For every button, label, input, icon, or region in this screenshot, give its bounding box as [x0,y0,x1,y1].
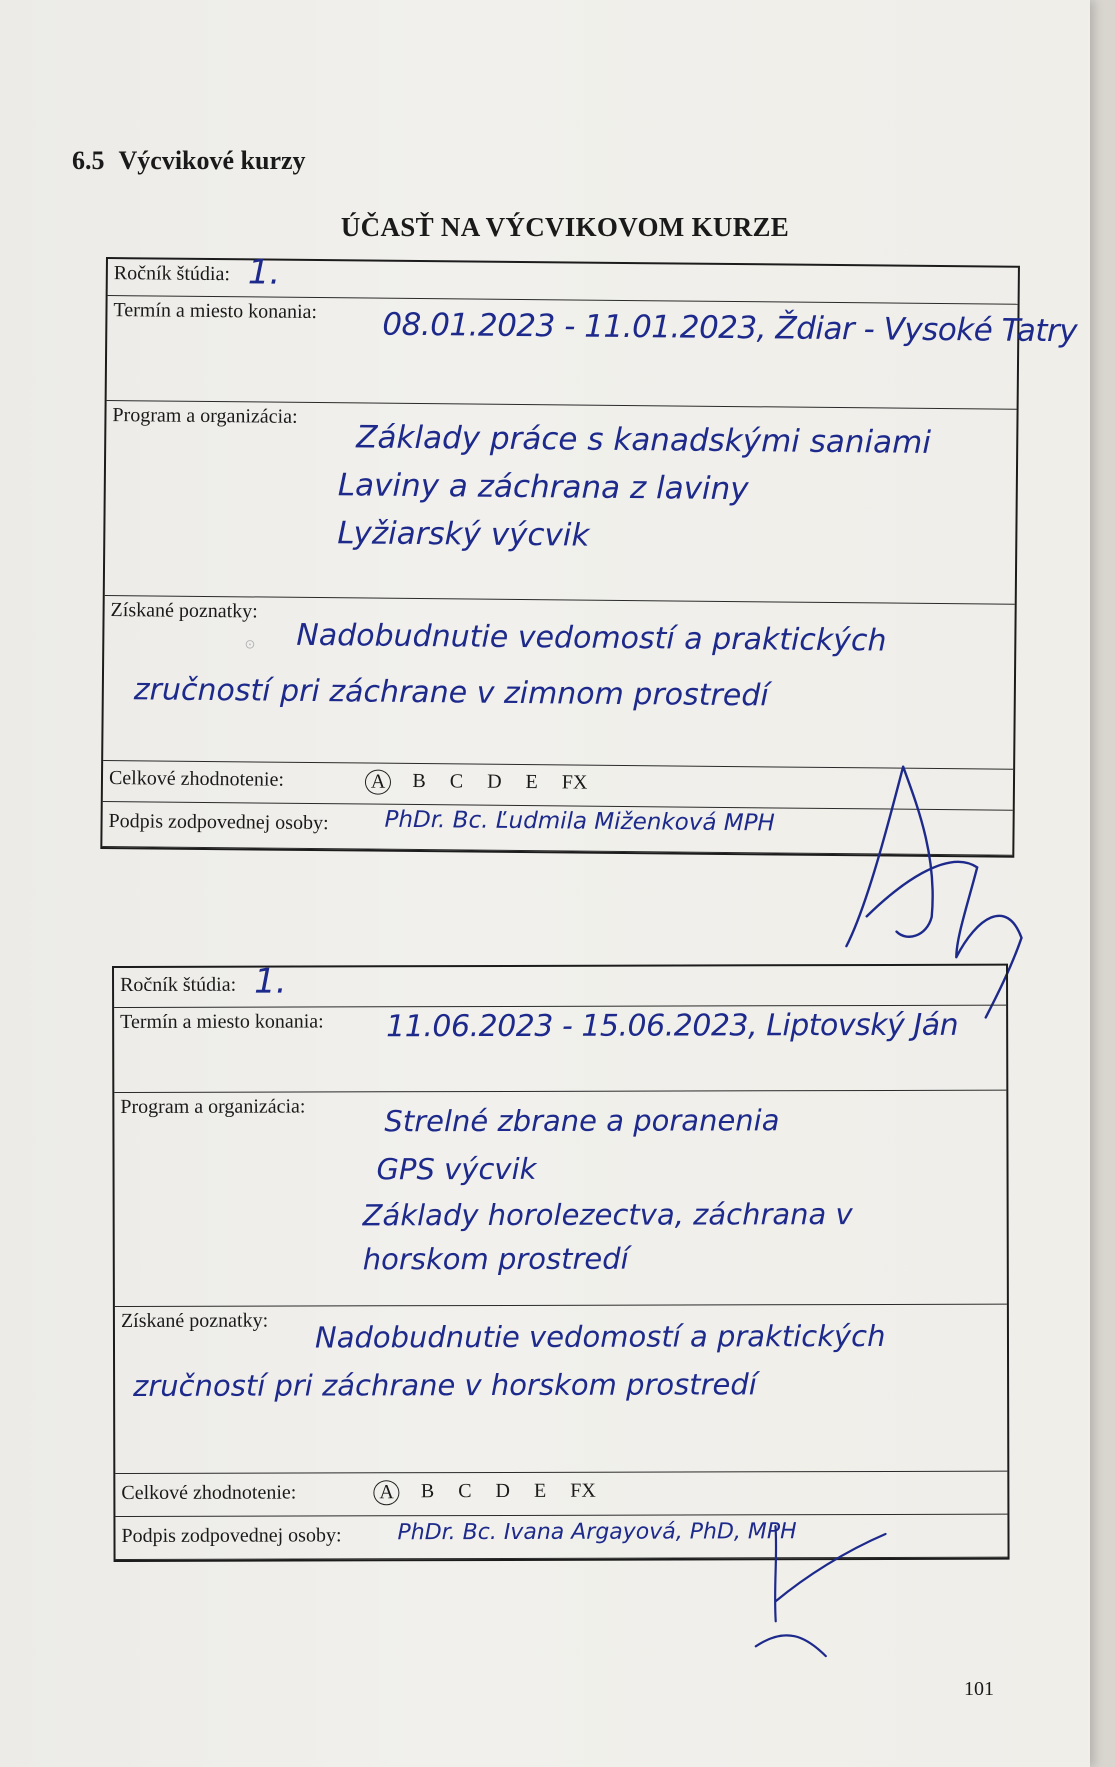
date-place-value: 08.01.2023 - 11.01.2023, Ždiar - Vysoké Tatry [382,306,1078,350]
signature-label: Podpis zodpovednej osoby: [108,810,329,835]
knowledge-line-1: Nadobudnutie vedomostí a praktických [314,1318,886,1355]
signature-scribble-2 [715,1506,895,1666]
program-row [114,1091,1007,1307]
date-place-label: Termín a miesto konania: [120,1010,324,1033]
grade-e: E [533,1479,547,1502]
evaluation-label: Celkové zhodnotenie: [121,1481,297,1504]
course-form-1 [100,252,1078,858]
date-place-row [107,296,1078,410]
course-form-2 [112,961,1010,1562]
grade-options [365,770,591,797]
date-place-row [114,1006,1006,1093]
program-line-4: horskom prostredí [362,1241,629,1277]
knowledge-line-1: Nadobudnutie vedomostí a praktických [296,617,887,659]
signature-label: Podpis zodpovednej osoby: [121,1524,342,1547]
grade-c: C [458,1480,472,1503]
knowledge-row [115,1305,1007,1474]
date-place-label: Termín a miesto konania: [113,299,318,324]
grade-d: D [495,1479,510,1502]
grade-e: E [525,771,538,794]
grade-fx: FX [561,771,588,794]
grade-a-selected: A [373,1480,400,1505]
form-title: ÚČASŤ NA VÝCVIKOVOM KURZE [340,212,790,242]
knowledge-line-2: zručností pri záchrane v zimnom prostredí [133,672,769,714]
grade-a-selected: A [365,770,392,795]
grade-b: B [412,769,426,793]
grade-c: C [449,770,464,793]
program-row [105,401,1017,605]
program-line-3: Lyžiarský výcvik [337,515,590,554]
section-title: Výcvikové kurzy [118,146,306,175]
knowledge-label: Získané poznatky: [110,599,258,623]
page-number: 101 [964,1678,994,1700]
year-label: Ročník štúdia: [113,262,231,286]
program-label: Program a organizácia: [120,1095,306,1118]
grade-fx: FX [570,1479,596,1502]
knowledge-label: Získané poznatky: [120,1309,269,1332]
program-line-1: Strelné zbrane a poranenia [384,1103,780,1139]
evaluation-label: Celkové zhodnotenie: [108,767,285,791]
program-line-3: Základy horolezectva, záchrana v [362,1197,853,1233]
knowledge-line-2: zručností pri záchrane v horskom prostredí [133,1367,757,1403]
program-line-1: Základy práce s kanadskými saniami [356,419,932,461]
stamp-watermark: ⊙ [242,636,258,654]
program-label: Program a organizácia: [112,404,298,428]
grade-options [373,1480,598,1506]
program-line-2: Laviny a záchrana z laviny [337,467,749,508]
knowledge-row [103,596,1015,770]
date-place-value: 11.06.2023 - 15.06.2023, Liptovský Ján [386,1007,959,1045]
year-row [114,961,1006,1008]
year-label: Ročník štúdia: [120,973,237,996]
grade-b: B [420,1480,435,1503]
program-line-2: GPS výcvik [376,1151,537,1187]
section-number: 6.5 [72,146,105,175]
signature-name: PhDr. Bc. Ľudmila Miženková MPH [384,806,775,837]
year-value: 1. [253,961,287,1002]
grade-d: D [487,770,502,793]
signature-name: PhDr. Bc. Ivana Argayová, PhD, MPH [397,1519,797,1546]
year-value: 1. [247,252,281,293]
section-heading [72,146,306,176]
